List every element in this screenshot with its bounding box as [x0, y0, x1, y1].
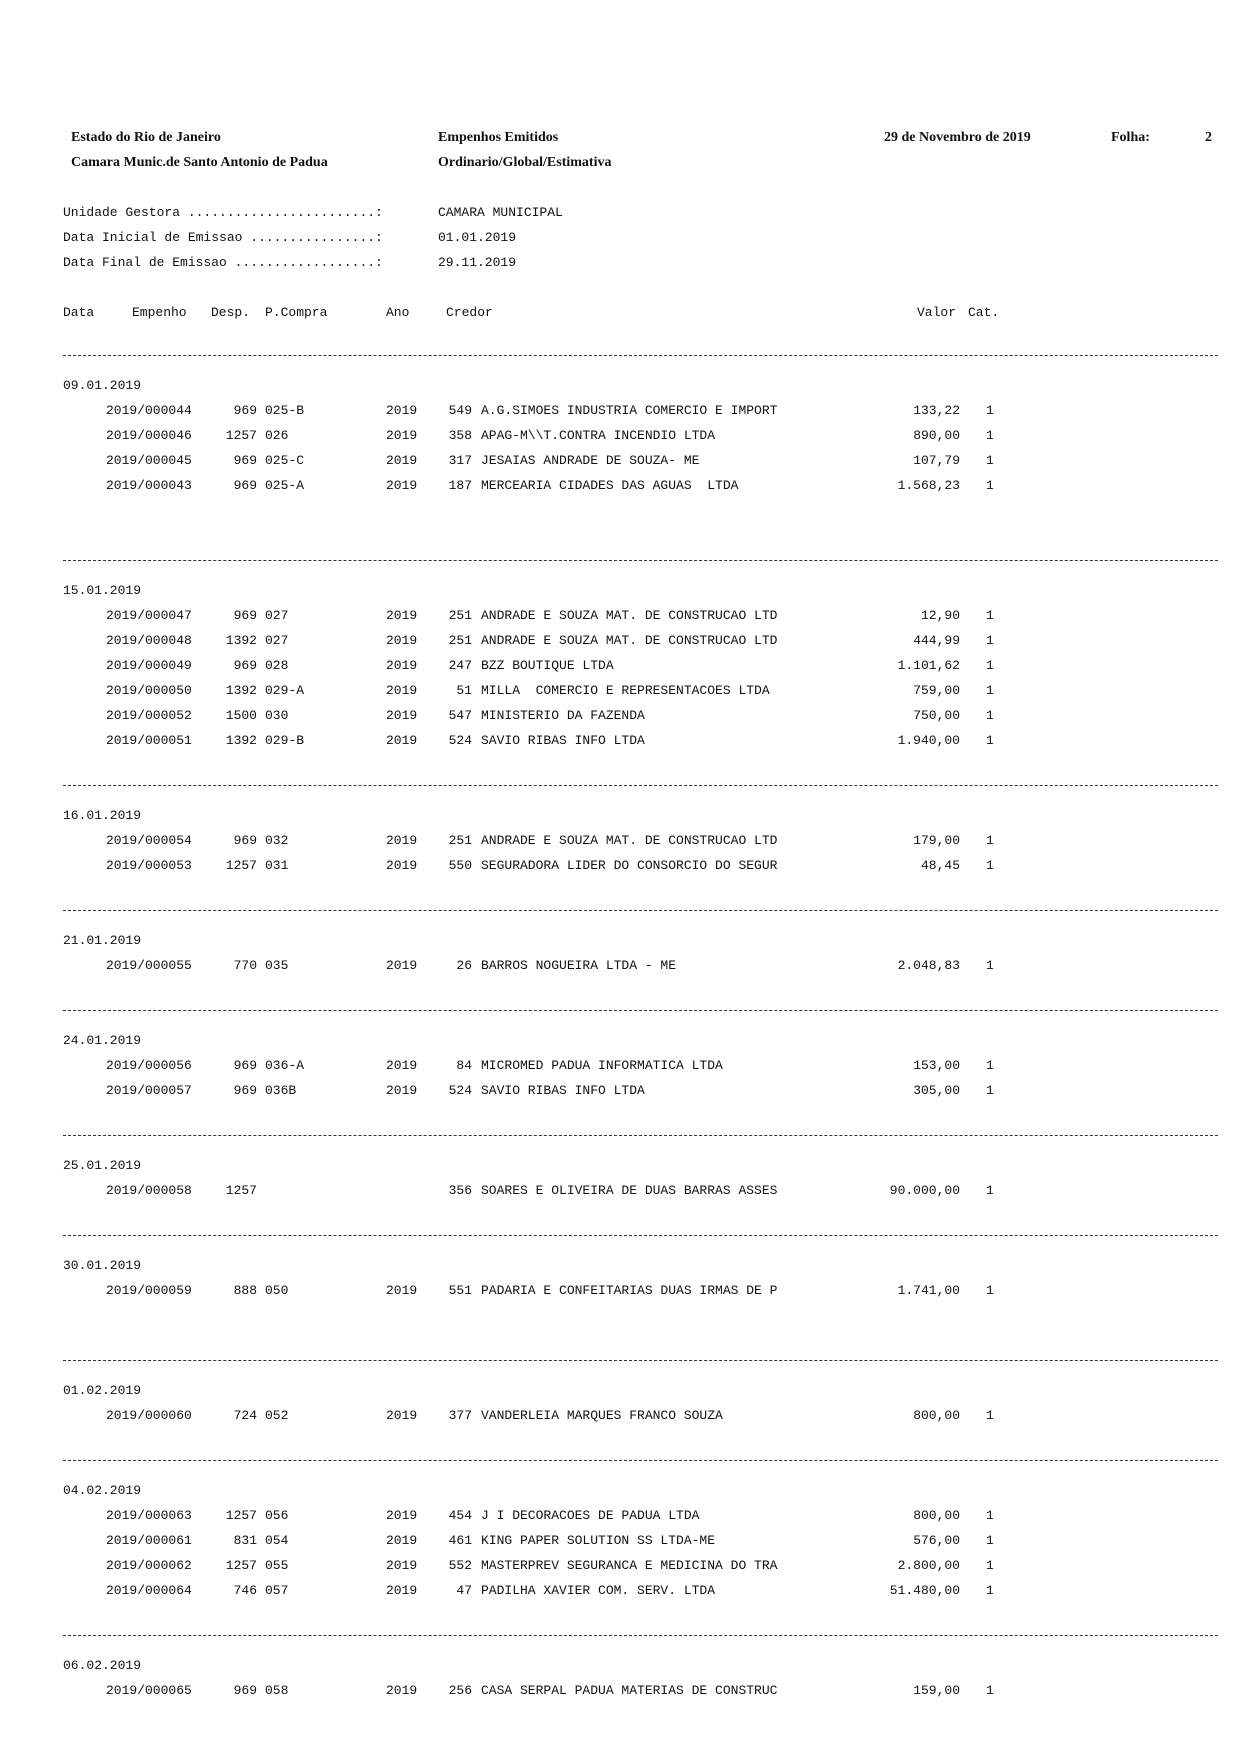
entry-credor: SEGURADORA LIDER DO CONSORCIO DO SEGUR: [481, 858, 778, 873]
entry-desp: 969: [233, 478, 257, 493]
entry-cat: 1: [986, 1508, 994, 1523]
entry-empenho: 2019/000060: [106, 1408, 192, 1423]
entry-ano: 2019: [386, 608, 418, 623]
entry-valor: 107,79: [913, 453, 960, 468]
entry-desp: 1257: [225, 1183, 257, 1198]
entry-valor: 1.940,00: [897, 733, 960, 748]
entry-ano: 2019: [386, 1283, 418, 1298]
entry-ano: 2019: [386, 1558, 418, 1573]
entry-cat: 1: [986, 1183, 994, 1198]
entry-desp: 969: [233, 1058, 257, 1073]
entry-valor: 305,00: [913, 1083, 960, 1098]
entry-empenho: 2019/000063: [106, 1508, 192, 1523]
entry-ano: 2019: [386, 1683, 418, 1698]
filter-value: 01.01.2019: [438, 230, 517, 245]
entry-credor: ANDRADE E SOUZA MAT. DE CONSTRUCAO LTD: [481, 833, 778, 848]
group-date: 25.01.2019: [63, 1158, 142, 1173]
entry-cat: 1: [986, 478, 994, 493]
entry-credor-code: 551: [448, 1283, 472, 1298]
group-date: 04.02.2019: [63, 1483, 142, 1498]
entry-empenho: 2019/000065: [106, 1683, 192, 1698]
col-ano: Ano: [386, 305, 410, 320]
entry-credor: MASTERPREV SEGURANCA E MEDICINA DO TRA: [481, 1558, 778, 1573]
entry-credor: APAG-M\\T.CONTRA INCENDIO LTDA: [481, 428, 716, 443]
entry-empenho: 2019/000064: [106, 1583, 192, 1598]
entry-valor: 750,00: [913, 708, 960, 723]
entry-empenho: 2019/000050: [106, 683, 192, 698]
entry-cat: 1: [986, 1583, 994, 1598]
entry-empenho: 2019/000051: [106, 733, 192, 748]
entry-cat: 1: [986, 453, 994, 468]
entry-desp: 969: [233, 658, 257, 673]
entry-desp: 1392: [225, 733, 257, 748]
entry-valor: 133,22: [913, 403, 960, 418]
entry-valor: 2.800,00: [897, 1558, 960, 1573]
entry-empenho: 2019/000045: [106, 453, 192, 468]
entry-ano: 2019: [386, 1583, 418, 1598]
entry-ano: 2019: [386, 1083, 418, 1098]
entry-pcompra: 054: [265, 1533, 289, 1548]
entry-credor-code: 251: [448, 633, 472, 648]
entry-pcompra: 031: [265, 858, 289, 873]
entry-valor: 179,00: [913, 833, 960, 848]
entry-ano: 2019: [386, 958, 418, 973]
entry-cat: 1: [986, 658, 994, 673]
entry-desp: 724: [233, 1408, 257, 1423]
entry-cat: 1: [986, 958, 994, 973]
entry-valor: 800,00: [913, 1508, 960, 1523]
entry-empenho: 2019/000056: [106, 1058, 192, 1073]
entry-credor: MERCEARIA CIDADES DAS AGUAS LTDA: [481, 478, 739, 493]
entry-pcompra: 057: [265, 1583, 289, 1598]
separator-rule: [63, 1010, 1218, 1011]
entry-valor: 1.101,62: [897, 658, 960, 673]
entry-credor: SOARES E OLIVEIRA DE DUAS BARRAS ASSES: [481, 1183, 778, 1198]
entry-pcompra: 029-B: [265, 733, 305, 748]
entry-empenho: 2019/000043: [106, 478, 192, 493]
separator-rule: [63, 1635, 1218, 1636]
entry-pcompra: 027: [265, 633, 289, 648]
entry-credor: MILLA COMERCIO E REPRESENTACOES LTDA: [481, 683, 770, 698]
entry-cat: 1: [986, 858, 994, 873]
entry-valor: 48,45: [920, 858, 960, 873]
entry-valor: 1.568,23: [897, 478, 960, 493]
entry-pcompra: 030: [265, 708, 289, 723]
entry-valor: 2.048,83: [897, 958, 960, 973]
filter-value: CAMARA MUNICIPAL: [438, 205, 563, 220]
entry-cat: 1: [986, 833, 994, 848]
entry-valor: 890,00: [913, 428, 960, 443]
entry-valor: 153,00: [913, 1058, 960, 1073]
entry-desp: 888: [233, 1283, 257, 1298]
entry-credor-code: 84: [456, 1058, 472, 1073]
separator-rule: [63, 785, 1218, 786]
report-title: Empenhos Emitidos: [438, 130, 559, 145]
entry-cat: 1: [986, 1283, 994, 1298]
entry-credor: CASA SERPAL PADUA MATERIAS DE CONSTRUC: [481, 1683, 778, 1698]
entry-credor: ANDRADE E SOUZA MAT. DE CONSTRUCAO LTD: [481, 608, 778, 623]
entry-pcompra: 035: [265, 958, 289, 973]
sheet-label: Folha:: [1111, 130, 1150, 145]
entry-ano: 2019: [386, 833, 418, 848]
entry-empenho: 2019/000057: [106, 1083, 192, 1098]
entry-pcompra: 025-A: [265, 478, 305, 493]
entry-credor: ANDRADE E SOUZA MAT. DE CONSTRUCAO LTD: [481, 633, 778, 648]
entry-credor-code: 256: [448, 1683, 472, 1698]
col-desp: Desp.: [211, 305, 251, 320]
col-cat: Cat.: [968, 305, 1000, 320]
group-date: 01.02.2019: [63, 1383, 142, 1398]
filter-label: Unidade Gestora ........................:: [63, 205, 391, 220]
entry-credor-code: 552: [448, 1558, 472, 1573]
entry-cat: 1: [986, 403, 994, 418]
report-date: 29 de Novembro de 2019: [884, 130, 1031, 145]
entry-empenho: 2019/000058: [106, 1183, 192, 1198]
entry-valor: 90.000,00: [889, 1183, 960, 1198]
header-state: Estado do Rio de Janeiro: [71, 130, 221, 145]
entry-empenho: 2019/000049: [106, 658, 192, 673]
entry-credor: PADARIA E CONFEITARIAS DUAS IRMAS DE P: [481, 1283, 778, 1298]
entry-empenho: 2019/000048: [106, 633, 192, 648]
group-date: 30.01.2019: [63, 1258, 142, 1273]
entry-credor: MICROMED PADUA INFORMATICA LTDA: [481, 1058, 723, 1073]
entry-pcompra: 050: [265, 1283, 289, 1298]
entry-credor-code: 454: [448, 1508, 472, 1523]
filter-label: Data Final de Emissao ..................:: [63, 255, 391, 270]
entry-pcompra: 028: [265, 658, 289, 673]
entry-empenho: 2019/000061: [106, 1533, 192, 1548]
entry-valor: 800,00: [913, 1408, 960, 1423]
entry-pcompra: 052: [265, 1408, 289, 1423]
entry-empenho: 2019/000053: [106, 858, 192, 873]
entry-pcompra: 055: [265, 1558, 289, 1573]
entry-desp: 770: [233, 958, 257, 973]
entry-desp: 1257: [225, 1558, 257, 1573]
separator-rule: [63, 910, 1218, 911]
entry-ano: 2019: [386, 733, 418, 748]
entry-credor: JESAIAS ANDRADE DE SOUZA- ME: [481, 453, 700, 468]
entry-empenho: 2019/000062: [106, 1558, 192, 1573]
entry-credor: MINISTERIO DA FAZENDA: [481, 708, 645, 723]
group-date: 09.01.2019: [63, 378, 142, 393]
entry-desp: 969: [233, 1683, 257, 1698]
entry-credor: KING PAPER SOLUTION SS LTDA-ME: [481, 1533, 716, 1548]
entry-credor: BZZ BOUTIQUE LTDA: [481, 658, 614, 673]
entry-ano: 2019: [386, 658, 418, 673]
entry-ano: 2019: [386, 708, 418, 723]
entry-credor: J I DECORACOES DE PADUA LTDA: [481, 1508, 700, 1523]
entry-credor-code: 547: [448, 708, 472, 723]
entry-credor-code: 47: [456, 1583, 472, 1598]
entry-pcompra: 025-C: [265, 453, 305, 468]
entry-pcompra: 036-A: [265, 1058, 305, 1073]
entry-credor-code: 356: [448, 1183, 472, 1198]
entry-valor: 159,00: [913, 1683, 960, 1698]
col-data: Data: [63, 305, 95, 320]
entry-ano: 2019: [386, 1058, 418, 1073]
separator-rule: [63, 355, 1218, 356]
entry-pcompra: 027: [265, 608, 289, 623]
filter-label: Data Inicial de Emissao ................:: [63, 230, 391, 245]
entry-ano: 2019: [386, 683, 418, 698]
entry-empenho: 2019/000059: [106, 1283, 192, 1298]
entry-desp: 969: [233, 403, 257, 418]
entry-valor: 12,90: [920, 608, 960, 623]
entry-credor-code: 251: [448, 608, 472, 623]
entry-cat: 1: [986, 428, 994, 443]
entry-desp: 1257: [225, 858, 257, 873]
entry-pcompra: 032: [265, 833, 289, 848]
entry-empenho: 2019/000046: [106, 428, 192, 443]
header-entity: Camara Munic.de Santo Antonio de Padua: [71, 155, 328, 170]
separator-rule: [63, 1135, 1218, 1136]
entry-cat: 1: [986, 633, 994, 648]
entry-desp: 831: [233, 1533, 257, 1548]
col-empenho: Empenho: [132, 305, 187, 320]
entry-credor-code: 358: [448, 428, 472, 443]
entry-ano: 2019: [386, 1408, 418, 1423]
entry-desp: 969: [233, 833, 257, 848]
separator-rule: [63, 1460, 1218, 1461]
entry-credor: VANDERLEIA MARQUES FRANCO SOUZA: [481, 1408, 723, 1423]
entry-credor: SAVIO RIBAS INFO LTDA: [481, 1083, 645, 1098]
entry-credor-code: 524: [448, 1083, 472, 1098]
entry-cat: 1: [986, 1558, 994, 1573]
separator-rule: [63, 1360, 1218, 1361]
entry-credor-code: 26: [456, 958, 472, 973]
entry-cat: 1: [986, 1533, 994, 1548]
entry-cat: 1: [986, 1408, 994, 1423]
entry-credor-code: 524: [448, 733, 472, 748]
entry-empenho: 2019/000055: [106, 958, 192, 973]
entry-empenho: 2019/000044: [106, 403, 192, 418]
entry-desp: 1500: [225, 708, 257, 723]
entry-cat: 1: [986, 683, 994, 698]
group-date: 21.01.2019: [63, 933, 142, 948]
entry-ano: 2019: [386, 403, 418, 418]
entry-desp: 969: [233, 608, 257, 623]
entry-desp: 969: [233, 453, 257, 468]
group-date: 15.01.2019: [63, 583, 142, 598]
entry-credor-code: 377: [448, 1408, 472, 1423]
entry-cat: 1: [986, 1083, 994, 1098]
entry-desp: 1392: [225, 633, 257, 648]
sheet-number: 2: [1205, 130, 1212, 145]
entry-valor: 51.480,00: [889, 1583, 960, 1598]
entry-cat: 1: [986, 733, 994, 748]
separator-rule: [63, 1235, 1218, 1236]
entry-desp: 1392: [225, 683, 257, 698]
filter-value: 29.11.2019: [438, 255, 517, 270]
entry-pcompra: 056: [265, 1508, 289, 1523]
col-valor: Valor: [917, 305, 957, 320]
entry-pcompra: 058: [265, 1683, 289, 1698]
entry-valor: 576,00: [913, 1533, 960, 1548]
col-credor: Credor: [446, 305, 493, 320]
entry-ano: 2019: [386, 858, 418, 873]
entry-credor: A.G.SIMOES INDUSTRIA COMERCIO E IMPORT: [481, 403, 778, 418]
entry-ano: 2019: [386, 478, 418, 493]
entry-credor: PADILHA XAVIER COM. SERV. LTDA: [481, 1583, 716, 1598]
entry-empenho: 2019/000054: [106, 833, 192, 848]
entry-empenho: 2019/000047: [106, 608, 192, 623]
entry-credor-code: 187: [448, 478, 472, 493]
entry-credor-code: 461: [448, 1533, 472, 1548]
entry-desp: 969: [233, 1083, 257, 1098]
entry-credor-code: 51: [456, 683, 472, 698]
entry-valor: 759,00: [913, 683, 960, 698]
entry-cat: 1: [986, 1058, 994, 1073]
entry-credor-code: 251: [448, 833, 472, 848]
entry-credor-code: 549: [448, 403, 472, 418]
entry-credor: BARROS NOGUEIRA LTDA - ME: [481, 958, 677, 973]
entry-credor-code: 317: [448, 453, 472, 468]
entry-credor-code: 247: [448, 658, 472, 673]
entry-ano: 2019: [386, 1508, 418, 1523]
entry-cat: 1: [986, 1683, 994, 1698]
entry-pcompra: 036B: [265, 1083, 297, 1098]
entry-empenho: 2019/000052: [106, 708, 192, 723]
entry-cat: 1: [986, 708, 994, 723]
group-date: 16.01.2019: [63, 808, 142, 823]
entry-desp: 1257: [225, 1508, 257, 1523]
entry-valor: 444,99: [913, 633, 960, 648]
entry-ano: 2019: [386, 1533, 418, 1548]
entry-ano: 2019: [386, 633, 418, 648]
entry-desp: 746: [233, 1583, 257, 1598]
col-pcompra: P.Compra: [265, 305, 328, 320]
entry-valor: 1.741,00: [897, 1283, 960, 1298]
entry-desp: 1257: [225, 428, 257, 443]
entry-pcompra: 026: [265, 428, 289, 443]
entry-credor-code: 550: [448, 858, 472, 873]
group-date: 24.01.2019: [63, 1033, 142, 1048]
entry-pcompra: 029-A: [265, 683, 305, 698]
entry-ano: 2019: [386, 453, 418, 468]
entry-ano: 2019: [386, 428, 418, 443]
group-date: 06.02.2019: [63, 1658, 142, 1673]
entry-credor: SAVIO RIBAS INFO LTDA: [481, 733, 645, 748]
report-subtitle: Ordinario/Global/Estimativa: [438, 155, 612, 170]
separator-rule: [63, 560, 1218, 561]
entry-cat: 1: [986, 608, 994, 623]
entry-pcompra: 025-B: [265, 403, 305, 418]
